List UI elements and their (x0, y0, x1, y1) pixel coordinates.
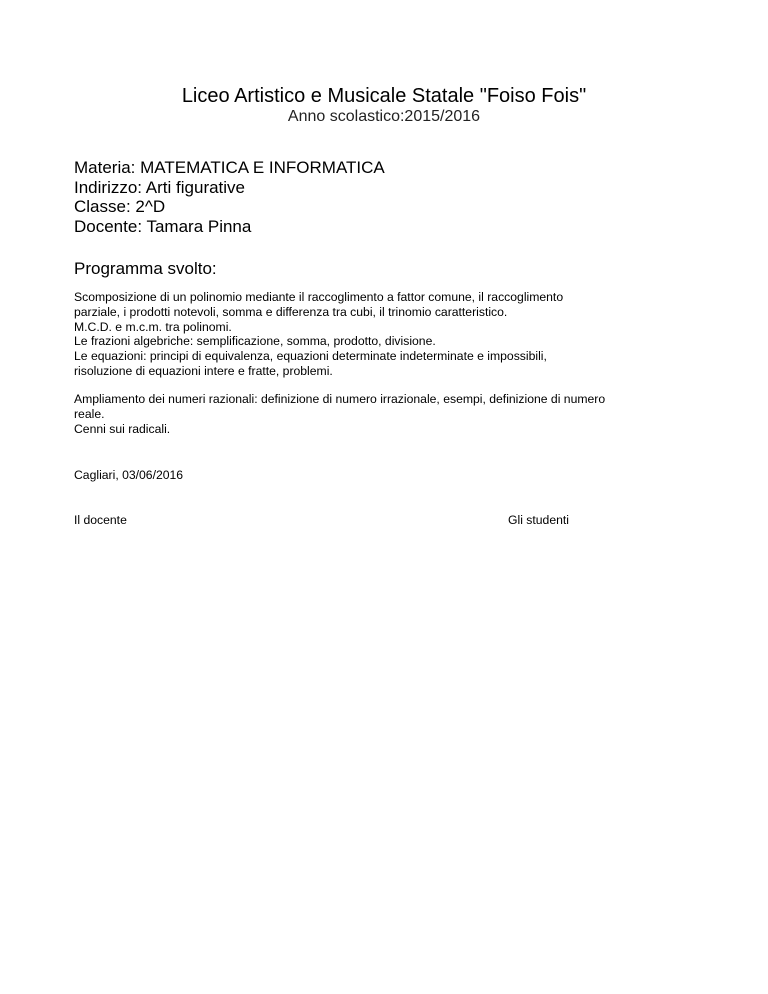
program-extra-line: Ampliamento dei numeri razionali: definizione di numero irrazionale, esempi, definizione di numero (74, 392, 606, 406)
teacher-signature-label: Il docente (74, 513, 127, 527)
class-line: Classe: 2^D (74, 197, 166, 216)
program-extra-content (74, 392, 714, 436)
course-info (74, 158, 385, 236)
teacher-line: Docente: Tamara Pinna (74, 216, 252, 236)
program-content (74, 290, 714, 379)
program-heading: Programma svolto: (74, 259, 217, 278)
program-line: Scomposizione di un polinomio mediante il raccoglimento a fattor comune, il raccoglimento (74, 290, 564, 304)
track-line: Indirizzo: Arti figurative (74, 177, 246, 197)
program-extra-line: reale. (74, 406, 105, 421)
program-line: M.C.D. e m.c.m. tra polinomi. (74, 319, 232, 334)
program-line: Le frazioni algebriche: semplificazione, somma, prodotto, divisione. (74, 334, 436, 349)
school-name-title: Liceo Artistico e Musicale Statale "Foiso Fois" (181, 85, 587, 107)
subject-line: Materia: MATEMATICA E INFORMATICA (74, 158, 385, 177)
program-line: Le equazioni: principi di equivalenza, equazioni determinate indeterminate e impossibili, (74, 349, 547, 364)
school-year-subtitle: Anno scolastico:2015/2016 (287, 108, 481, 125)
program-line: risoluzione di equazioni intere e fratte, problemi. (74, 363, 333, 378)
students-signature-label: Gli studenti (508, 513, 569, 527)
place-date: Cagliari, 03/06/2016 (74, 468, 184, 482)
program-line: parziale, i prodotti notevoli, somma e differenza tra cubi, il trinomio caratteristico. (74, 304, 508, 319)
program-extra-line: Cenni sui radicali. (74, 421, 171, 436)
